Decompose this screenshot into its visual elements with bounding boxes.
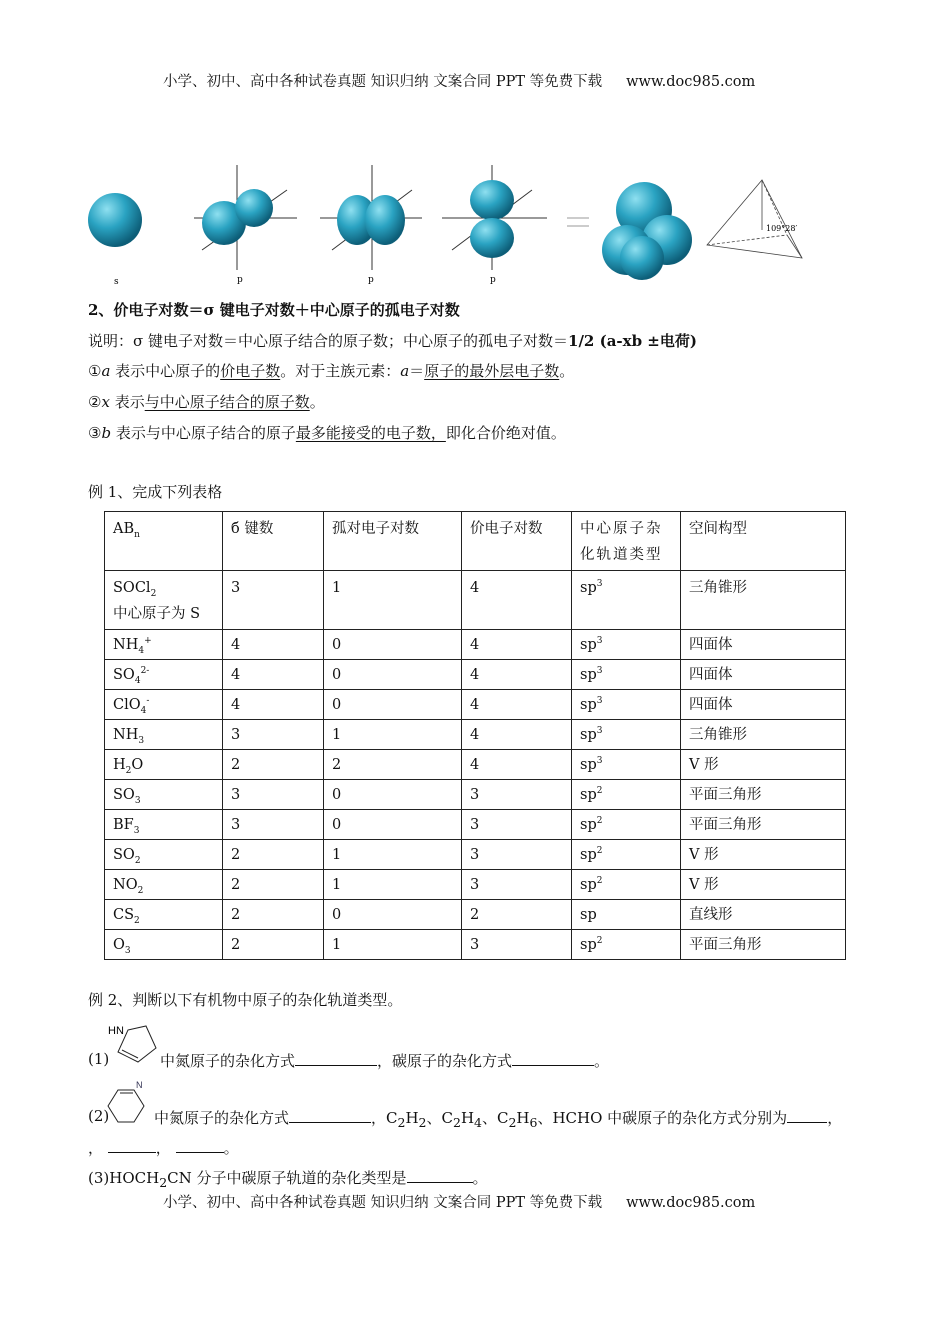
formula-cell: $BF_3$ [105,810,223,840]
page-header [163,70,755,91]
sigma-cell: 3 [223,780,324,810]
sigma-cell: 4 [223,690,324,720]
table-row [105,571,846,630]
lone-pair-cell: 2 [324,750,462,780]
lone-pair-cell: 0 [324,630,462,660]
hybrid-cell: $sp^2$ [572,840,681,870]
lone-pair-cell: 0 [324,810,462,840]
example1-title: 例 1、完成下列表格 [88,483,223,501]
note-formula: 1/2 (a-xb ±电荷) [568,332,697,350]
py-orbital [320,165,422,270]
shape-cell: 三角锥形 [681,571,846,630]
sigma-cell: 2 [223,840,324,870]
sigma-cell: 2 [223,750,324,780]
lone-pair-cell: 0 [324,780,462,810]
py-label: p [368,275,374,285]
header-lone: 孤对电子对数 [324,512,462,571]
formula-cell: ClO$_4$- [105,690,223,720]
lone-pair-cell: 0 [324,660,462,690]
hybrid-cell: $sp^2$ [572,780,681,810]
table-header-row [105,512,846,571]
shape-cell: 平面三角形 [681,780,846,810]
formula-cell: $NH_3$ [105,720,223,750]
valence-pair-cell: 4 [462,750,572,780]
header-site-link[interactable]: www.doc985.com [626,74,756,90]
answer-blank[interactable] [289,1108,371,1123]
header-valence: 价电子对数 [462,512,572,571]
tetrahedron-diagram [707,180,802,258]
formula-cell: $SO_4^{2-}$ [105,660,223,690]
table-row [105,720,846,750]
px-orbital [194,165,297,270]
shape-cell: 四面体 [681,630,846,660]
sigma-cell: 2 [223,900,324,930]
question-2-text: 中氮原子的杂化方式 ，$C_2H_2$、$C_2H_4$、$C_2H_6$、HCHO 中碳原子的杂化方式分别为 ， [154,1109,843,1130]
formula-cell: $NH_4^+$ [105,630,223,660]
lone-pair-cell: 1 [324,840,462,870]
formula-cell: $O_3$ [105,930,223,960]
answer-blank[interactable] [407,1168,473,1183]
table-row [105,780,846,810]
angle-label: 109°28′ [766,224,798,233]
sigma-cell: 2 [223,870,324,900]
sigma-cell: 4 [223,630,324,660]
header-sigma: б 键数 [223,512,324,571]
pyrrole-structure-icon [108,1020,158,1068]
header-hybrid: 中心原子杂化轨道类型 [572,512,681,571]
sigma-cell: 3 [223,810,324,840]
table-row [105,750,846,780]
hybrid-cell: $sp^2$ [572,930,681,960]
hybrid-cell: $sp^3$ [572,571,681,630]
table-row [105,870,846,900]
table-row [105,690,846,720]
formula-cell: $H_2O$ [105,750,223,780]
svg-text:N: N [136,1080,143,1090]
header-shape: 空间构型 [681,512,846,571]
shape-cell: V 形 [681,750,846,780]
shape-cell: 直线形 [681,900,846,930]
valence-pair-cell: 3 [462,810,572,840]
valence-pair-cell: 4 [462,630,572,660]
header-text: 小学、初中、高中各种试卷真题 知识归纳 文案合同 PPT 等免费下载 [163,74,603,90]
equals-sign [567,218,589,226]
answer-blank[interactable] [108,1138,156,1153]
lone-pair-cell: 1 [324,930,462,960]
note-b: ③b 表示与中心原子结合的原子最多能接受的电子数，即化合价绝对值。 [88,424,566,442]
pz-label: p [490,275,496,285]
sigma-cell: 3 [223,571,324,630]
sp3-orbital [602,182,692,280]
valence-pair-cell: 4 [462,720,572,750]
answer-blank[interactable] [787,1108,827,1123]
svg-text:HN: HN [108,1025,124,1037]
formula-cell: SOCl$_2$ 中心原子为 S [105,571,223,630]
header-abn: $AB_n$ [105,512,223,571]
answer-blank[interactable] [176,1138,224,1153]
hybridization-table [104,511,846,960]
page-footer [163,1191,755,1212]
note-a: ①a 表示中心原子的价电子数。对于主族元素：a＝原子的最外层电子数。 [88,362,575,380]
hybrid-cell: sp [572,900,681,930]
lone-pair-cell: 1 [324,720,462,750]
question-1-text: 中氮原子的杂化方式 ，碳原子的杂化方式 。 [160,1052,610,1070]
note-text: 说明：σ 键电子对数＝中心原子结合的原子数；中心原子的孤电子对数＝ [88,332,569,350]
table-row [105,840,846,870]
table-row [105,660,846,690]
table-row [105,900,846,930]
table-row [105,810,846,840]
question-2: (2) [88,1107,110,1125]
footer-text: 小学、初中、高中各种试卷真题 知识归纳 文案合同 PPT 等免费下载 [163,1195,603,1211]
valence-pair-cell: 4 [462,690,572,720]
s-orbital [88,193,142,247]
lone-pair-cell: 1 [324,870,462,900]
hybrid-cell: $sp^3$ [572,690,681,720]
s-label: s [114,277,119,287]
shape-cell: V 形 [681,870,846,900]
shape-cell: 平面三角形 [681,930,846,960]
hybrid-cell: $sp^2$ [572,810,681,840]
valence-pair-cell: 3 [462,840,572,870]
note-line [88,330,697,351]
valence-pair-cell: 3 [462,780,572,810]
orbital-figure [82,140,822,290]
lone-pair-cell: 0 [324,690,462,720]
answer-blank[interactable] [295,1051,377,1066]
example2-title: 例 2、判断以下有机物中原子的杂化轨道类型。 [88,991,403,1009]
question-1: (1) [88,1050,110,1068]
shape-cell: V 形 [681,840,846,870]
hybrid-cell: $sp^3$ [572,660,681,690]
hybrid-cell: $sp^2$ [572,870,681,900]
valence-pair-cell: 4 [462,660,572,690]
pyridine-structure-icon [106,1078,154,1126]
table-row [105,930,846,960]
hybrid-cell: $sp^3$ [572,720,681,750]
sigma-cell: 3 [223,720,324,750]
formula-cell: $SO_3$ [105,780,223,810]
valence-pair-cell: 4 [462,571,572,630]
shape-cell: 四面体 [681,660,846,690]
px-label: p [237,275,243,285]
shape-cell: 三角锥形 [681,720,846,750]
central-atom-note: 中心原子为 S [113,606,201,622]
lone-pair-cell: 1 [324,571,462,630]
answer-blank[interactable] [512,1051,594,1066]
valence-pair-cell: 3 [462,870,572,900]
hybrid-cell: $sp^3$ [572,750,681,780]
formula-cell: $CS_2$ [105,900,223,930]
pz-orbital [442,165,547,270]
table-row [105,630,846,660]
formula-cell: $NO_2$ [105,870,223,900]
shape-cell: 平面三角形 [681,810,846,840]
valence-pair-cell: 2 [462,900,572,930]
footer-site-link[interactable]: www.doc985.com [626,1195,756,1211]
hybrid-cell: $sp^3$ [572,630,681,660]
sigma-cell: 2 [223,930,324,960]
valence-pair-cell: 3 [462,930,572,960]
formula-cell: $SO_2$ [105,840,223,870]
section-title: 2、价电子对数＝σ 键电子对数＋中心原子的孤电子对数 [88,301,460,319]
sigma-cell: 4 [223,660,324,690]
lone-pair-cell: 0 [324,900,462,930]
note-x: ②x 表示与中心原子结合的原子数。 [88,393,325,411]
shape-cell: 四面体 [681,690,846,720]
question-3: $(3)HOCH_2CN$ 分子中碳原子轨道的杂化类型是 。 [88,1169,488,1190]
question-2-cont: ， ， 。 [88,1139,239,1157]
